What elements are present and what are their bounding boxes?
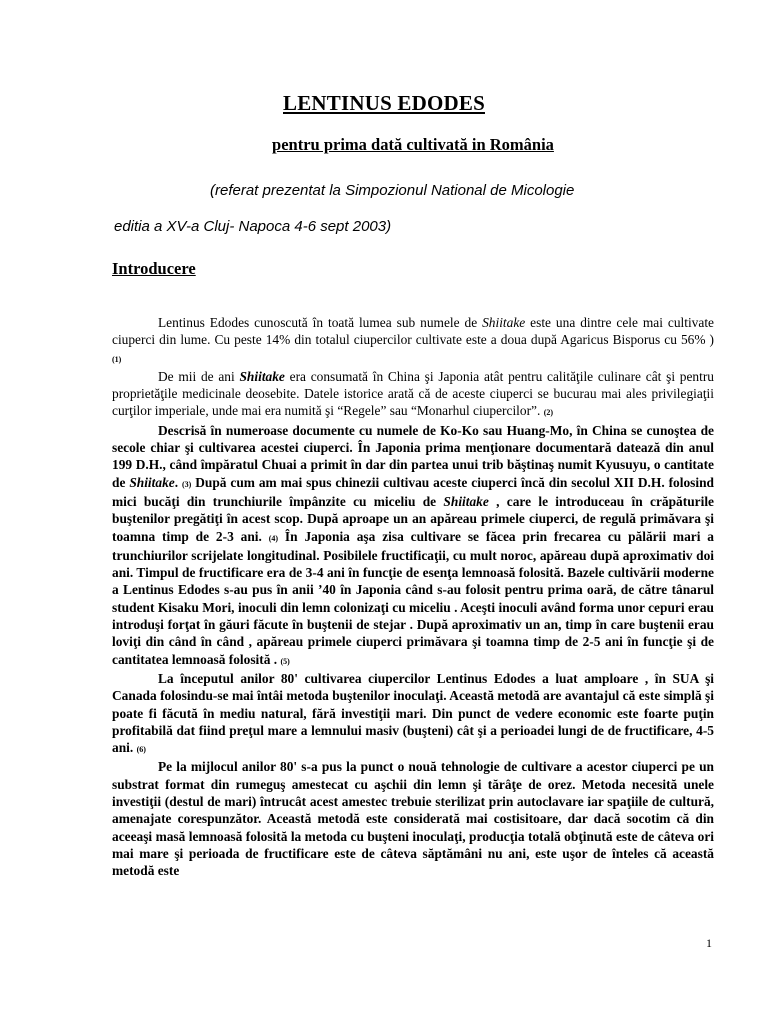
paragraph-2: De mii de ani Shiitake era consumată în China şi Japonia atât pentru calităţile culinare cât şi pentru proprietăţile medicinale deosebite. Datele istorice arată că de aceste ciuperci se bucurau mai ales privilegiaţii curţilor imperiale, unde mai era numită şi “Regele” sau “Monarhul ciupercilor”. (2) (112, 368, 714, 419)
section-heading: Introducere (112, 259, 196, 278)
document-title: LENTINUS EDODES (283, 91, 485, 115)
page-number: 1 (706, 936, 712, 950)
document-body (112, 314, 714, 880)
citation: (4) (268, 533, 279, 543)
citation: (6) (136, 745, 146, 755)
referat-note-line-2: editia a XV-a Cluj- Napoca 4-6 sept 2003) (114, 218, 392, 235)
citation: (2) (543, 408, 554, 418)
paragraph-1: Lentinus Edodes cunoscută în toată lumea sub numele de Shiitake este una dintre cele mai cultivate ciuperci din lume. Cu peste 14% din totalul ciupercilor cultivate este a doua după Agaricus Bisporus cu 56% ) (1) (112, 315, 714, 364)
referat-note-line-1: (referat prezentat la Simpozionul National de Micologie (210, 182, 575, 199)
citation: (5) (280, 656, 290, 666)
citation: (1) (112, 354, 122, 364)
paragraph-5: Pe la mijlocul anilor 80' s-a pus la punct o nouă tehnologie de cultivare a acestor ciuperci pe un substrat format din rumeguş amestecat cu aşchii din lemn şi tărâţe de orez. Metoda necesită unele investiţii (destul de mari) întrucât acest amestec trebuie sterilizat prin autoclavare iar spaţiile de cultură, amenajate corespunzător. Această metodă este considerată mai costisitoare, dar dacă socotim că din aceeaşi masă lemnoasă folosită la metoda cu buşteni inoculaţi, producţia totală obţinută este de câteva ori mai mare şi perioada de fructificare este de câteva săptămâni nu ani, este uşor de înteles că această metodă este (112, 759, 714, 879)
document-subtitle: pentru prima dată cultivată in România (272, 135, 554, 154)
paragraph-4: La începutul anilor 80' cultivarea ciupercilor Lentinus Edodes a luat amploare , în SUA şi Canada folosindu-se mai întâi metoda buştenilor inoculaţi. Această metodă are avantajul că este simplă şi poate fi făcută în mediu natural, fără investiţii mari. Din punct de vedere economic este foarte puţin profitabilă dat fiind preţul mare a lemnului masiv (buşteni) cât şi a perioadei lungi de de fructificare, 4-5 ani. (6) (112, 670, 714, 756)
citation: (3) (181, 479, 192, 489)
paragraph-3: Descrisă în numeroase documente cu numele de Ko-Ko sau Huang-Mo, în China se cunoştea de secole chiar şi cultivarea acestei ciuperci. În Japonia prima menţionare documentară datează din anul 199 D.H., când împăratul Chuai a primit în dar din partea unui trib băştinaş numit Kyusuyu, o cantitate de Shiitake. (3) După cum am mai spus chinezii cultivau aceste ciuperci încă din secolul XII D.H. folosind mici bucăţi din trunchiurile împânzite cu miceliu de Shiitake , care le introduceau în crăpăturile buştenilor pregătiţi în acest scop. După aproape un an apăreau primele ciuperci, de regulă primăvara şi toamna timp de 2-3 ani. (4) În Japonia aşa zisa cultivare se făcea prin frecarea cu pălării mari a trunchiurilor scrijelate longitudinal. Posibilele fructificaţii, cu mult noroc, apăreau după aproximativ doi ani. Timpul de fructificare era de 3-4 ani în funcţie de esenţa lemnoasă folosită. Bazele cultivării moderne a Lentinus Edodes s-au pus în anii ’40 în Japonia când s-au folosit pentru prima oară, de către tânarul student Kisaku Mori, inoculi din lemn colonizaţi cu miceliu . Aceşti inoculi având forma unor cepuri erau introduşi forţat în găuri făcute în buştenii de stejar . După aproximativ un an, timp în care buştenii erau loviţi din când în când , apăreau primele ciuperci primăvara şi toamna timp de 2-5 ani în funcţie şi de cantitatea lemnoasă folosită . (5) (112, 422, 714, 667)
